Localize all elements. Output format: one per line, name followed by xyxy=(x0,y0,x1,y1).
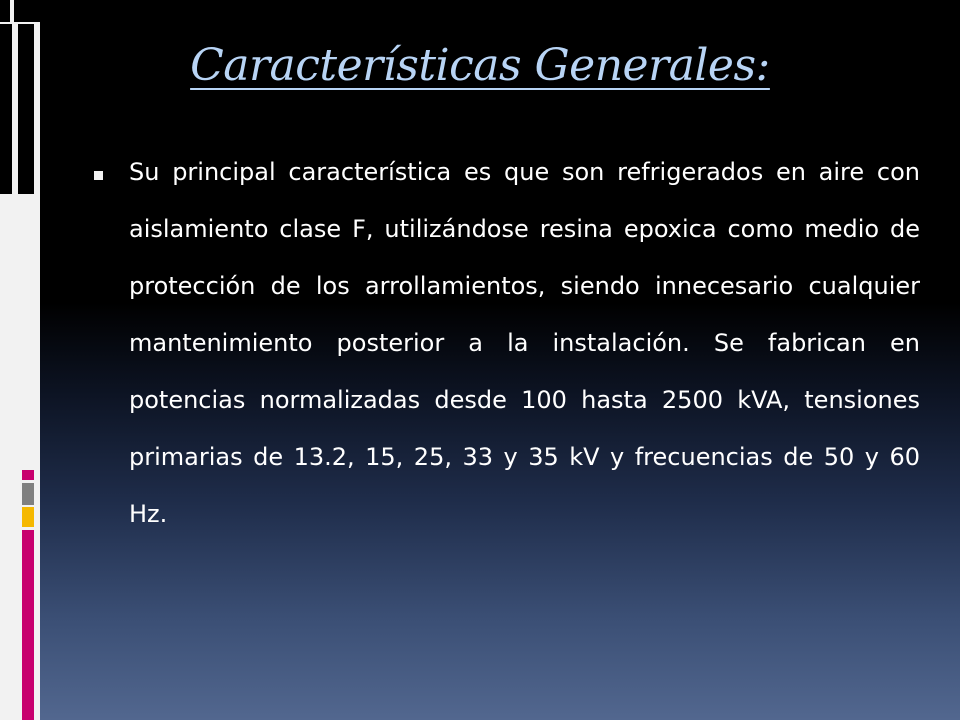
slide-title: Características Generales: xyxy=(190,40,770,91)
square-bullet-icon xyxy=(94,171,103,180)
bullet-text: Su principal característica es que son refrigerados en aire con aislamiento clase F, utilizándose resina epoxica como medio de protección de los arrollamientos, siendo innecesario cualquier mantenimiento posterior a la instalación. Se fabrican en potencias normalizadas desde 100 hasta 2500 kVA, tensiones primarias de 13.2, 15, 25, 33 y 35 kV y frecuencias de 50 y 60 Hz. xyxy=(129,158,920,528)
accent-bars xyxy=(0,0,40,720)
